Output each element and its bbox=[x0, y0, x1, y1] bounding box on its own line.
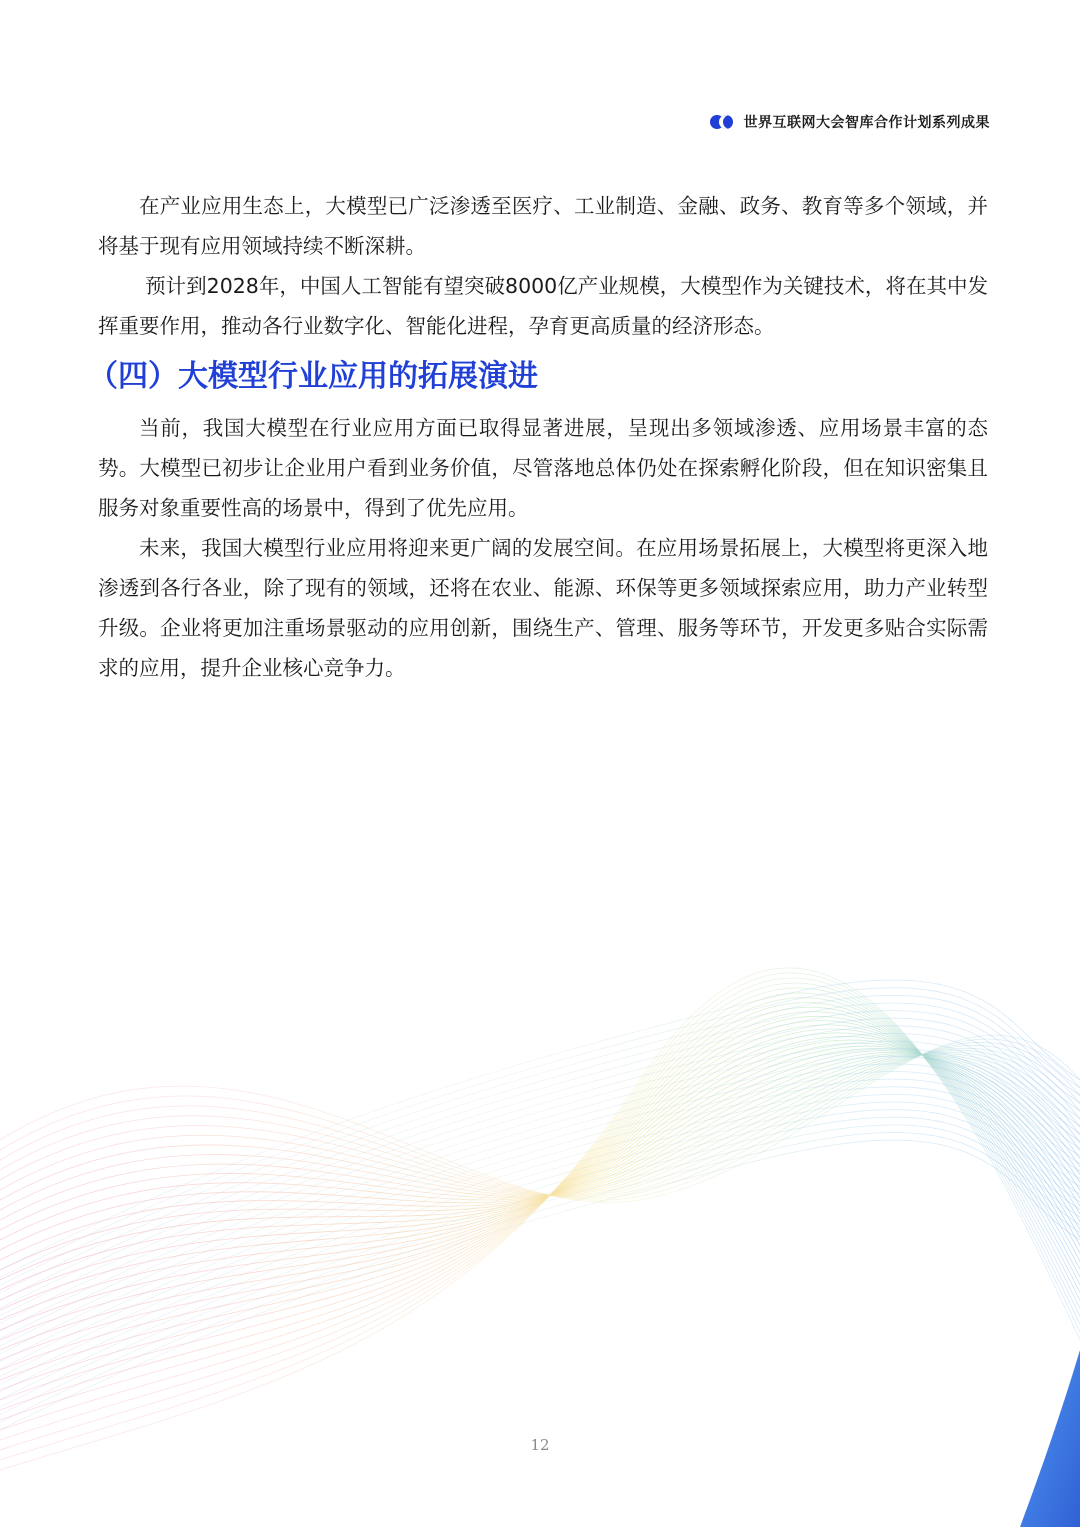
paragraph: 在产业应用生态上，大模型已广泛渗透至医疗、工业制造、金融、政务、教育等多个领域，并将基于现有应用领域持续不断深耕。 bbox=[98, 194, 988, 258]
paragraph: 当前，我国大模型在行业应用方面已取得显著进展，呈现出多领域渗透、应用场景丰富的态势。大模型已初步让企业用户看到业务价值，尽管落地总体仍处在探索孵化阶段，但在知识密集且服务对象重要性高的场景中，得到了优先应用。 bbox=[98, 416, 988, 520]
header-title: 世界互联网大会智库合作计划系列成果 bbox=[743, 115, 990, 131]
paragraph: 未来，我国大模型行业应用将迎来更广阔的发展空间。在应用场景拓展上，大模型将更深入地渗透到各行各业，除了现有的领域，还将在农业、能源、环保等更多领域探索应用，助力产业转型升级。企业将更加注重场景驱动的应用创新，围绕生产、管理、服务等环节，开发更多贴合实际需求的应用，提升企业核心竞争力。 bbox=[98, 536, 988, 680]
section-heading: （四）大模型行业应用的拓展演进 bbox=[88, 359, 538, 394]
paragraph: 预计到2028年，中国人工智能有望突破8000亿产业规模，大模型作为关键技术，将在其中发挥重要作用，推动各行业数字化、智能化进程，孕育更高质量的经济形态。 bbox=[98, 274, 988, 338]
decorative-wave-background bbox=[0, 900, 1080, 1527]
logo-icon bbox=[710, 115, 734, 129]
page-header bbox=[710, 112, 991, 132]
main-content bbox=[88, 186, 988, 688]
page-number: 12 bbox=[530, 1436, 550, 1454]
